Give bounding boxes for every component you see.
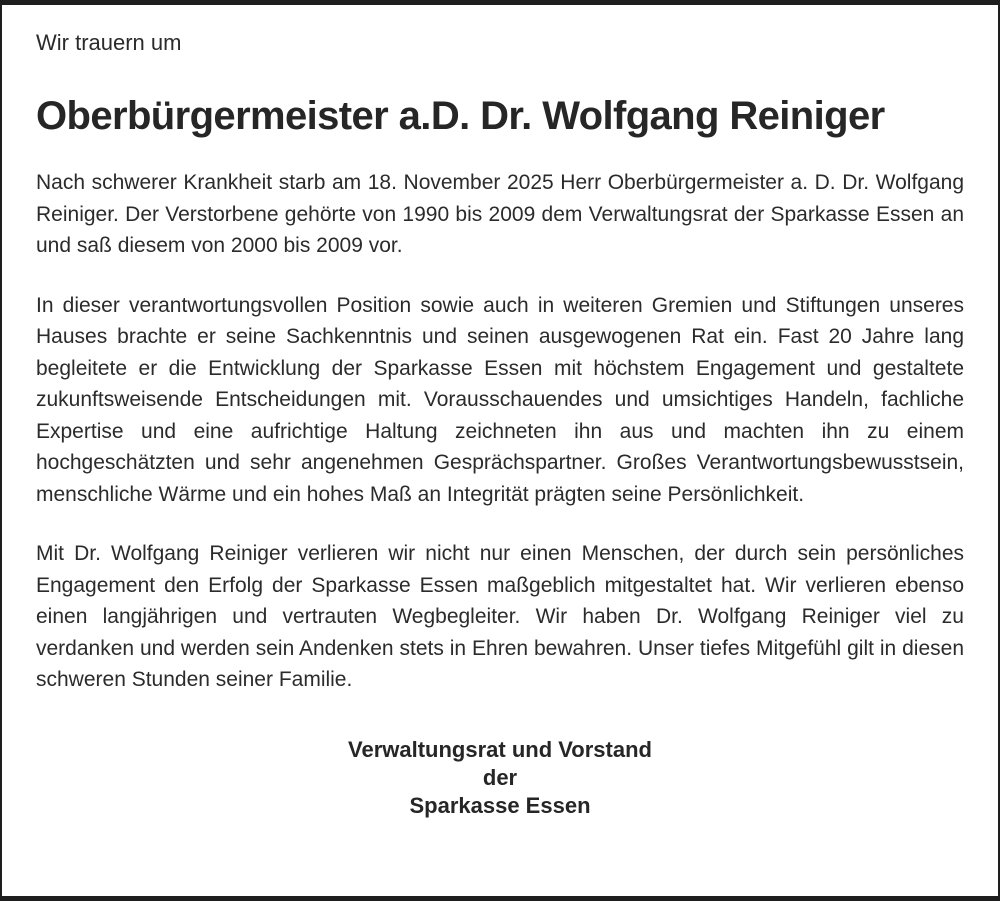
paragraph-tribute: In dieser verantwortungsvollen Position sowie auch in weiteren Gremien und Stiftungen unseres Hauses brachte er seine Sachkenntnis und seinen ausgewogenen Rat ein. Fast 20 Jahre lang begleitete er die Entwicklung der Sparkasse Essen mit höchstem Engagement und gestaltete zukunftsweisende Entscheidungen mit. Vorausschauendes und umsichtiges Handeln, fachliche Expertise und eine aufrichtige Haltung zeichneten ihn aus und machten ihn zu einem hochgeschätzten und sehr angenehmen Gesprächspartner. Großes Verantwortungsbewusstsein, menschliche Wärme und ein hohes Maß an Integrität prägten seine Persönlichkeit. — [36, 293, 964, 506]
obituary-body — [36, 167, 964, 696]
paragraph-condolence: Mit Dr. Wolfgang Reiniger verlieren wir nicht nur einen Menschen, der durch sein persönliches Engagement den Erfolg der Sparkasse Essen maßgeblich mitgestaltet hat. Wir verlieren ebenso einen langjährigen und vertrauten Wegbegleiter. Wir haben Dr. Wolfgang Reiniger viel zu verdanken und werden sein Andenken stets in Ehren bewahren. Unser tiefes Mitgefühl gilt in diesen schweren Stunden seiner Familie. — [36, 542, 964, 691]
deceased-name-title: Oberbürgermeister a.D. Dr. Wolfgang Reiniger — [36, 94, 885, 138]
paragraph-death-announcement: Nach schwerer Krankheit starb am 18. November 2025 Herr Oberbürgermeister a. D. Dr. Wolfgang Reiniger. Der Verstorbene gehörte von 1990 bis 2009 dem Verwaltungsrat der Sparkasse Essen an und saß diesem von 2000 bis 2009 vor. — [36, 171, 964, 257]
intro-line: Wir trauern um — [36, 30, 182, 55]
signature-line-institution: Sparkasse Essen — [409, 792, 591, 818]
signature-line-organization: Verwaltungsrat und Vorstand — [348, 736, 652, 762]
signature-block — [36, 736, 964, 820]
signature-line-connector: der — [482, 764, 518, 790]
